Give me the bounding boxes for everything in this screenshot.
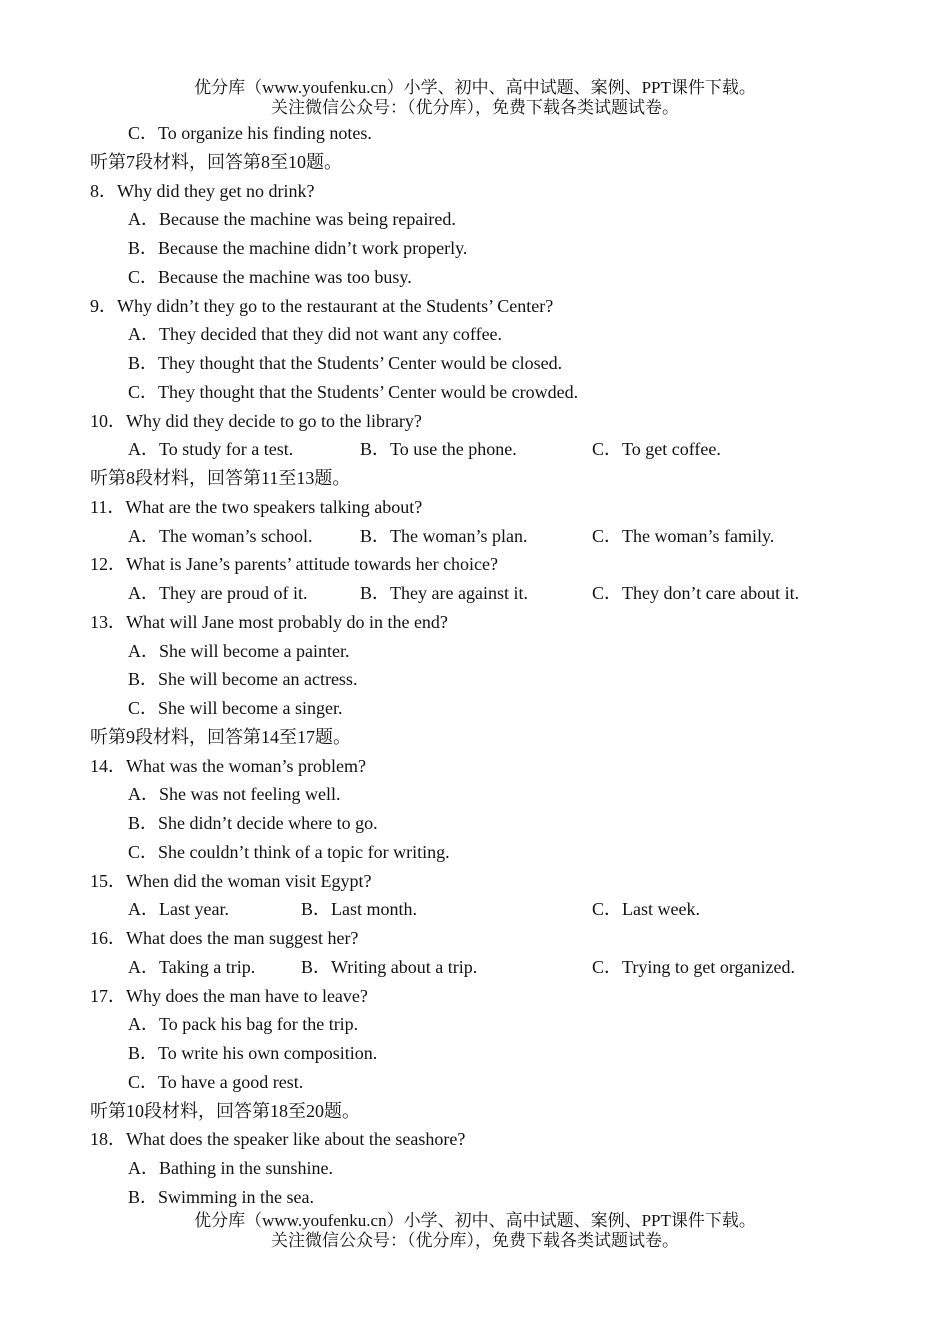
question-12-option-a: A．They are proud of it. bbox=[128, 583, 308, 603]
question-15-option-a: A．Last year. bbox=[128, 899, 229, 920]
question-11-options bbox=[90, 522, 890, 551]
question-15-option-b: B．Last month. bbox=[301, 899, 417, 920]
footer-line-2: 关注微信公众号：（优分库），免费下载各类试题试卷。 bbox=[271, 1231, 679, 1250]
question-9-stem: 9．Why didn’t they go to the restaurant at the Students’ Center? bbox=[90, 295, 554, 316]
footer-line-1: 优分库（www.youfenku.cn）小学、初中、高中试题、案例、PPT课件下载。 bbox=[194, 1211, 756, 1230]
question-11-option-a: A．The woman’s school. bbox=[128, 525, 313, 546]
question-11-option-b: B．The woman’s plan. bbox=[360, 525, 528, 546]
question-14-stem: 14．What was the woman’s problem? bbox=[90, 755, 366, 776]
question-10-options bbox=[90, 435, 890, 464]
question-13-option-c: C．She will become a singer. bbox=[128, 698, 343, 718]
question-10-stem: 10．Why did they decide to go to the library? bbox=[90, 410, 422, 431]
page-header bbox=[0, 78, 950, 118]
question-14-option-b: B．She didn’t decide where to go. bbox=[128, 813, 378, 833]
question-12-options bbox=[90, 579, 890, 608]
question-16-option-a: A．Taking a trip. bbox=[128, 956, 256, 977]
question-12-stem: 12．What is Jane’s parents’ attitude towards her choice? bbox=[90, 554, 499, 575]
question-body bbox=[90, 119, 890, 1212]
question-18-option-a: A．Bathing in the sunshine. bbox=[128, 1158, 333, 1178]
question-8-option-b: B．Because the machine didn’t work properly. bbox=[128, 238, 468, 258]
question-8-option-a: A．Because the machine was being repaired. bbox=[128, 209, 456, 230]
question-16-stem: 16．What does the man suggest her? bbox=[90, 928, 359, 948]
section-heading: 听第9段材料，回答第14至17题。 bbox=[90, 726, 351, 747]
question-15-stem: 15．When did the woman visit Egypt? bbox=[90, 870, 372, 891]
question-14-option-a: A．She was not feeling well. bbox=[128, 784, 341, 805]
header-line-2: 关注微信公众号：（优分库），免费下载各类试题试卷。 bbox=[271, 98, 679, 117]
question-13-option-a: A．She will become a painter. bbox=[128, 640, 350, 661]
question-10-option-b: B．To use the phone. bbox=[360, 439, 517, 460]
question-15-option-c: C．Last week. bbox=[592, 899, 700, 920]
header-line-1: 优分库（www.youfenku.cn）小学、初中、高中试题、案例、PPT课件下载。 bbox=[194, 78, 756, 97]
question-9-option-a: A．They decided that they did not want any coffee. bbox=[128, 324, 503, 345]
question-10-option-a: A．To study for a test. bbox=[128, 439, 294, 460]
section-heading: 听第10段材料，回答第18至20题。 bbox=[90, 1100, 360, 1121]
question-13-stem: 13．What will Jane most probably do in the end? bbox=[90, 611, 448, 632]
question-8-stem: 8．Why did they get no drink? bbox=[90, 180, 315, 201]
question-12-option-c: C．They don’t care about it. bbox=[592, 583, 800, 603]
option-c: C．To organize his finding notes. bbox=[128, 123, 372, 143]
question-10-option-c: C．To get coffee. bbox=[592, 439, 721, 460]
question-18-option-b: B．Swimming in the sea. bbox=[128, 1186, 314, 1207]
question-15-options bbox=[90, 895, 890, 924]
question-17-stem: 17．Why does the man have to leave? bbox=[90, 985, 368, 1006]
question-11-option-c: C．The woman’s family. bbox=[592, 525, 775, 546]
question-11-stem: 11．What are the two speakers talking about? bbox=[90, 496, 423, 517]
page-footer bbox=[0, 1211, 950, 1251]
question-17-option-a: A．To pack his bag for the trip. bbox=[128, 1014, 359, 1035]
question-16-option-c: C．Trying to get organized. bbox=[592, 956, 795, 977]
section-heading: 听第7段材料，回答第8至10题。 bbox=[90, 151, 342, 172]
question-8-option-c: C．Because the machine was too busy. bbox=[128, 266, 412, 287]
question-9-option-c: C．They thought that the Students’ Center would be crowded. bbox=[128, 381, 579, 402]
question-16-option-b: B．Writing about a trip. bbox=[301, 956, 478, 977]
question-16-options bbox=[90, 953, 890, 982]
section-heading: 听第8段材料，回答第11至13题。 bbox=[90, 468, 351, 488]
question-18-stem: 18．What does the speaker like about the seashore? bbox=[90, 1129, 466, 1150]
question-9-option-b: B．They thought that the Students’ Center would be closed. bbox=[128, 353, 563, 373]
question-13-option-b: B．She will become an actress. bbox=[128, 669, 358, 690]
question-17-option-c: C．To have a good rest. bbox=[128, 1071, 304, 1092]
question-17-option-b: B．To write his own composition. bbox=[128, 1043, 378, 1063]
question-14-option-c: C．She couldn’t think of a topic for writing. bbox=[128, 841, 450, 862]
question-12-option-b: B．They are against it. bbox=[360, 583, 528, 603]
